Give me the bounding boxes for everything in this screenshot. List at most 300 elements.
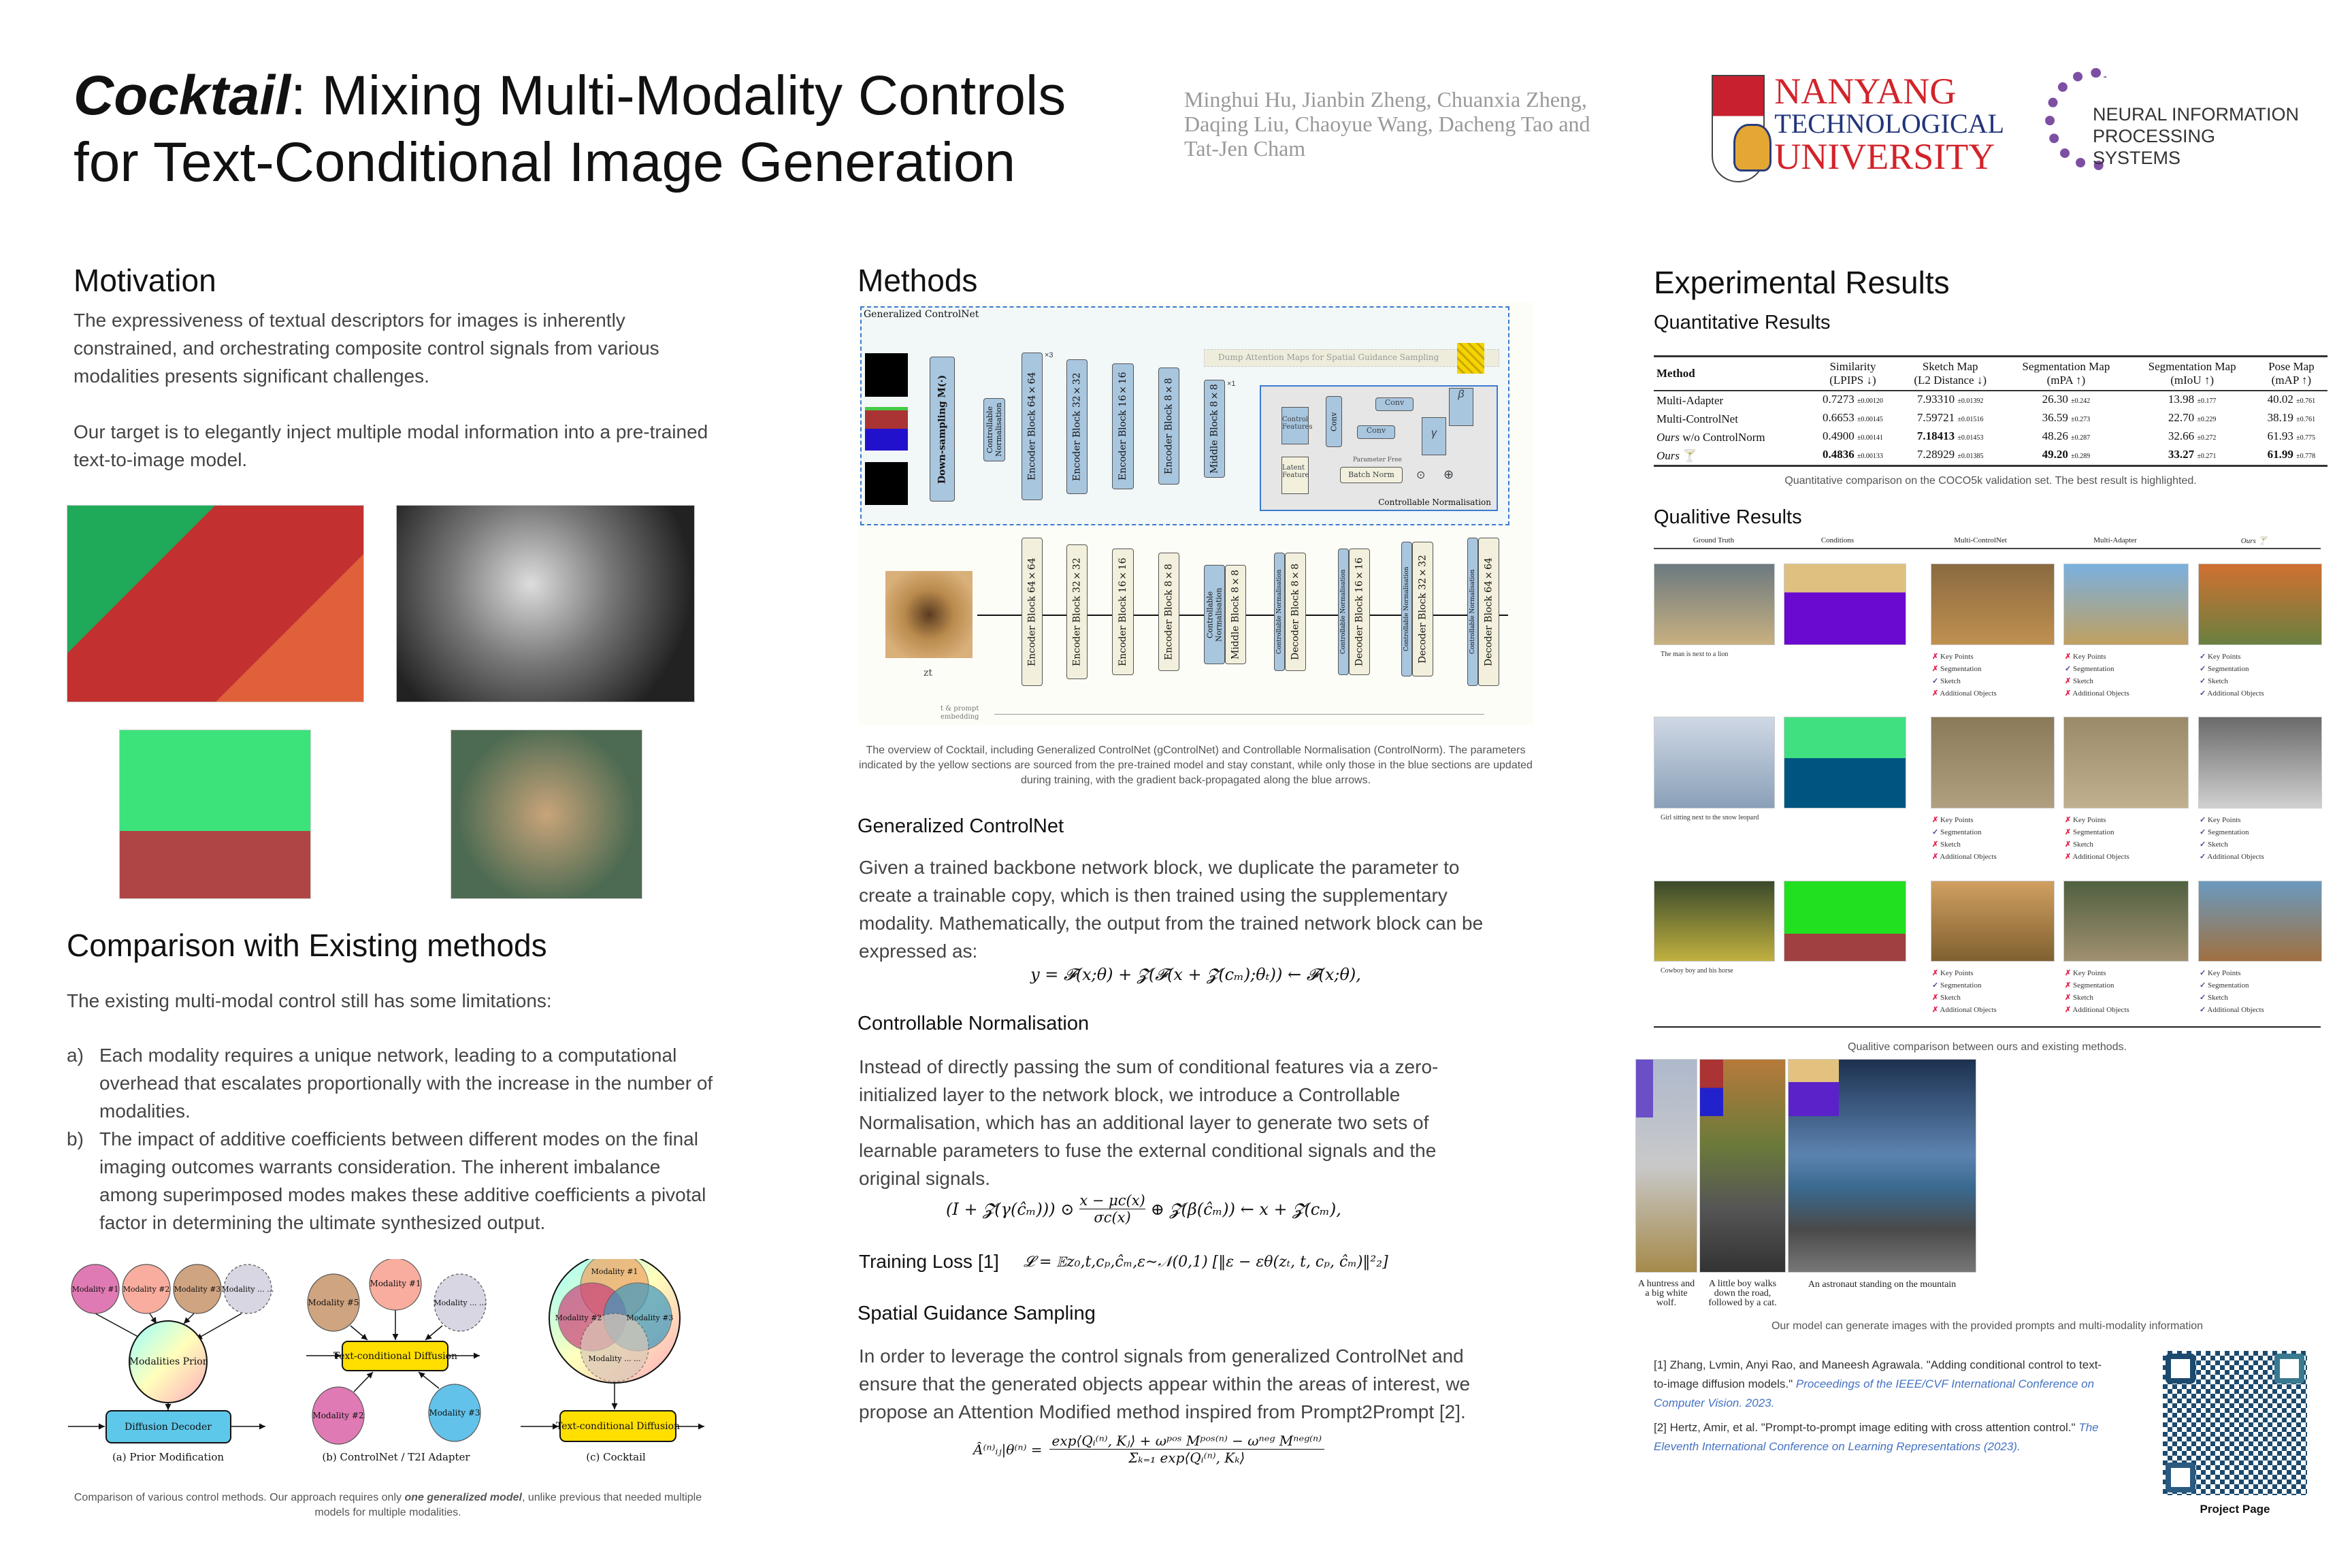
criteria-item bbox=[2065, 826, 2129, 838]
criteria-label: Sketch bbox=[1940, 994, 1961, 1002]
criteria-item bbox=[2065, 838, 2129, 851]
neurips-logo bbox=[2045, 68, 2304, 177]
method-cell: Multi-ControlNet bbox=[1656, 412, 1738, 425]
criteria-checklist bbox=[1932, 651, 1997, 700]
prior-label: Modalities Prior bbox=[129, 1356, 208, 1367]
qr-label: Project Page bbox=[2200, 1503, 2270, 1516]
latent-feature: Latent Feature bbox=[1281, 457, 1309, 494]
cross-icon: ✗ bbox=[2065, 816, 2072, 824]
gcn-label: Generalized ControlNet bbox=[864, 309, 979, 320]
value-cell: 13.98 ±0.177 bbox=[2168, 393, 2217, 406]
table-caption: Quantitative comparison on the COCO5k validation set. The best result is highlighted. bbox=[1784, 475, 2197, 487]
qual-column-header: Multi-Adapter bbox=[2093, 536, 2137, 544]
criteria-item bbox=[2065, 967, 2129, 979]
eq-denominator: Σₖ₌₁ exp⟨Qᵢ⁽ⁿ⁾, Kₖ⟩ bbox=[1128, 1450, 1245, 1466]
criteria-label: Segmentation bbox=[2207, 981, 2249, 990]
value-cell: 22.70 ±0.229 bbox=[2168, 411, 2217, 424]
huntress-wolf-image bbox=[1635, 1059, 1697, 1273]
conditions-image bbox=[1784, 881, 1906, 962]
criteria-label: Segmentation bbox=[1940, 981, 1982, 990]
criteria-item bbox=[1932, 814, 1997, 826]
middle-block: Middle Block 8×8 bbox=[1204, 380, 1225, 478]
table-row bbox=[1654, 446, 2328, 466]
cross-icon: ✗ bbox=[2065, 677, 2072, 685]
results-heading: Experimental Results bbox=[1654, 265, 1950, 300]
check-icon: ✓ bbox=[2200, 840, 2206, 849]
check-icon: ✓ bbox=[2200, 665, 2206, 673]
comparison-heading: Comparison with Existing methods bbox=[67, 928, 547, 963]
architecture-diagram bbox=[858, 302, 1533, 725]
check-icon: ✓ bbox=[2065, 665, 2072, 673]
column-header: Similarity (LPIPS ↓) bbox=[1808, 357, 1897, 391]
zt-label: zt bbox=[924, 668, 933, 679]
cross-icon: ✗ bbox=[1932, 816, 1939, 824]
diffusion-label: Text-conditional Diffusion bbox=[333, 1351, 458, 1362]
criteria-item bbox=[1932, 826, 1997, 838]
caption-emphasis: one generalized model bbox=[404, 1492, 522, 1503]
criteria-label: Key Points bbox=[2207, 653, 2241, 661]
caption-text: Comparison of various control methods. Our approach requires only bbox=[74, 1492, 405, 1503]
criteria-label: Sketch bbox=[2207, 677, 2228, 685]
column-header: Segmentation Map (mIoU ↑) bbox=[2129, 357, 2255, 391]
value-cell: 7.18413 ±0.01453 bbox=[1916, 429, 1984, 442]
value-cell: 61.99 ±0.778 bbox=[2255, 446, 2328, 466]
ours-image bbox=[2198, 564, 2322, 645]
criteria-checklist bbox=[2200, 651, 2264, 700]
criteria-item bbox=[2065, 1004, 2129, 1016]
column-header: Segmentation Map (mPA ↑) bbox=[2003, 357, 2129, 391]
conv-block: Conv bbox=[1326, 396, 1342, 447]
segmentation-condition-image bbox=[865, 407, 908, 451]
decoder-label: Diffusion Decoder bbox=[125, 1422, 212, 1433]
subfig-a-caption: (a) Prior Modification bbox=[112, 1451, 225, 1463]
value-cell: 38.19 ±0.761 bbox=[2267, 411, 2316, 424]
criteria-label: Additional Objects bbox=[1940, 853, 1997, 861]
loss-equation: 𝓛 = 𝔼z₀,t,cₚ,ĉₘ,ε∼𝒩(0,1) [‖ε − εθ(zₜ, t, cₚ, ĉₘ)‖²₂] bbox=[1023, 1253, 1388, 1271]
criteria-label: Segmentation bbox=[2207, 665, 2249, 673]
decoder-block: Decoder Block 64×64 bbox=[1478, 538, 1499, 686]
modality-label: Modality #2 bbox=[555, 1313, 602, 1322]
criteria-label: Sketch bbox=[2072, 677, 2093, 685]
logo-text: NANYANG bbox=[1774, 71, 1957, 112]
cross-icon: ✗ bbox=[1932, 840, 1939, 849]
reference-text: [1] Zhang, Lvmin, Anyi Rao, and Maneesh Agrawala. "Adding conditional control to text-to-image diffusion models." bbox=[1654, 1358, 2102, 1390]
list-marker: b) bbox=[67, 1128, 84, 1149]
reference-link[interactable]: Proceedings of the IEEE/CVF International Conference on Computer Vision. 2023. bbox=[1654, 1377, 2095, 1409]
criteria-label: Additional Objects bbox=[1940, 1006, 1997, 1014]
motivation-text-1: The expressiveness of textual descriptors for images is inherently constrained, and orchestrating composite control signals from various modalities presents significant challenges. bbox=[74, 310, 659, 387]
cross-icon: ✗ bbox=[1932, 665, 1939, 673]
qual-column-header: Ground Truth bbox=[1693, 536, 1735, 544]
ours-image bbox=[2198, 881, 2322, 962]
motivation-text-2: Our target is to elegantly inject multiple modal information into a pre-trained text-to-image model. bbox=[74, 421, 708, 470]
criteria-item bbox=[1932, 992, 1997, 1004]
modality-label: Modality #1 bbox=[370, 1279, 421, 1288]
value-cell: 26.30 ±0.242 bbox=[2042, 393, 2091, 406]
reference-text: [2] Hertz, Amir, et al. "Prompt-to-prompt image editing with cross attention control." bbox=[1654, 1421, 2079, 1434]
check-icon: ✓ bbox=[2200, 689, 2206, 698]
attention-maps-icon bbox=[1457, 343, 1484, 374]
gcn-text: Given a trained backbone network block, we duplicate the parameter to create a trainable copy, which is then trained using the supplementary modality. Mathematically, the output from the trained network block can be expressed as: bbox=[859, 857, 1484, 962]
criteria-item bbox=[1932, 851, 1997, 863]
criteria-item bbox=[2065, 979, 2129, 992]
controllable-norm-block: Controllable Normalisation bbox=[1338, 549, 1349, 675]
gamma-param: γ bbox=[1422, 417, 1446, 455]
quantitative-table bbox=[1654, 355, 2328, 467]
encoder-block: Encoder Block 32×32 bbox=[1066, 544, 1088, 679]
generated-caption: A huntress and a big white wolf. bbox=[1637, 1279, 1695, 1308]
logo-text: TECHNOLOGICAL bbox=[1774, 108, 2004, 139]
gcn-equation: y = 𝓕(x;θ) + 𝓩(𝓕(x + 𝓩(cₘ);θₜ)) ← 𝓕(x;θ), bbox=[1030, 965, 1361, 984]
check-icon: ✓ bbox=[2200, 677, 2206, 685]
criteria-label: Key Points bbox=[2207, 816, 2241, 824]
criteria-item bbox=[2065, 851, 2129, 863]
criteria-label: Additional Objects bbox=[2072, 689, 2129, 698]
conditions-image bbox=[1784, 564, 1906, 645]
eq-part: Â⁽ⁿ⁾ᵢⱼ|θ⁽ⁿ⁾ = bbox=[973, 1441, 1043, 1458]
astronaut-image bbox=[1788, 1059, 1976, 1273]
cross-icon: ✗ bbox=[1932, 994, 1939, 1002]
criteria-checklist bbox=[2200, 814, 2264, 863]
check-icon: ✓ bbox=[1932, 677, 1939, 685]
encoder-block: Encoder Block 64×64 bbox=[1022, 353, 1043, 500]
middle-block: Middle Block 8×8 bbox=[1225, 565, 1246, 664]
cross-icon: ✗ bbox=[2065, 1006, 2072, 1014]
check-icon: ✓ bbox=[2200, 653, 2206, 661]
check-icon: ✓ bbox=[2200, 828, 2206, 836]
check-icon: ✓ bbox=[2200, 994, 2206, 1002]
criteria-label: Sketch bbox=[2207, 840, 2228, 849]
criteria-label: Additional Objects bbox=[2207, 853, 2264, 861]
method-cell: Ours 🍸 bbox=[1654, 446, 1808, 466]
criteria-item bbox=[1932, 838, 1997, 851]
value-cell: 0.6653 ±0.00145 bbox=[1822, 411, 1883, 424]
cross-icon: ✗ bbox=[2065, 969, 2072, 977]
criteria-item bbox=[1932, 651, 1997, 663]
modality-label: Modality ... ... bbox=[588, 1354, 641, 1363]
logo-text: PROCESSING SYSTEMS bbox=[2093, 126, 2216, 168]
authors: Minghui Hu, Jianbin Zheng, Chuanxia Zheng, Daqing Liu, Chaoyue Wang, Dacheng Tao and Tat-Jen Cham bbox=[1184, 87, 1590, 161]
decoder-block: Decoder Block 32×32 bbox=[1412, 542, 1433, 676]
controllable-norm-block: Controllable Normalisation bbox=[1401, 542, 1412, 676]
encoder-block: Encoder Block 16×16 bbox=[1112, 363, 1134, 489]
column-header: Pose Map (mAP ↑) bbox=[2255, 357, 2328, 391]
modality-label: Modality #2 bbox=[122, 1285, 170, 1294]
comparison-caption bbox=[61, 1490, 715, 1520]
eq-numerator: exp⟨Qᵢ⁽ⁿ⁾, Kⱼ⟩ + ωᵖᵒˢ Mᵖᵒˢ⁽ⁿ⁾ − ωⁿᵉᵍ Mⁿᵉᵍ⁽ⁿ⁾ bbox=[1049, 1433, 1324, 1450]
qual-column-header: Ours 🍸 bbox=[2240, 537, 2268, 545]
check-icon: ✓ bbox=[2200, 981, 2206, 990]
value-cell: 7.93310 ±0.01392 bbox=[1916, 393, 1984, 406]
pose-condition-image bbox=[865, 353, 908, 397]
bw-portrait-image bbox=[396, 505, 695, 702]
cross-icon: ✗ bbox=[1932, 689, 1939, 698]
cross-icon: ✗ bbox=[2065, 653, 2072, 661]
criteria-checklist bbox=[1932, 814, 1997, 863]
value-cell: 48.26 ±0.287 bbox=[2042, 429, 2091, 442]
criteria-item bbox=[2065, 663, 2129, 675]
criteria-label: Sketch bbox=[1940, 677, 1961, 685]
multiplier-label: ×1 bbox=[1227, 380, 1236, 388]
modality-label: Modality #1 bbox=[591, 1267, 638, 1276]
reference-item bbox=[1654, 1356, 2103, 1413]
eq-part: (I + 𝓩(γ(ĉₘ))) ⊙ bbox=[946, 1199, 1075, 1219]
controllable-norm-block: Controllable Normalisation bbox=[1274, 553, 1285, 671]
reference-link[interactable]: The Eleventh International Conference on Learning Representations (2023). bbox=[1654, 1421, 2099, 1453]
cross-icon: ✗ bbox=[2065, 840, 2072, 849]
criteria-item bbox=[2200, 979, 2264, 992]
value-cell: 36.59 ±0.273 bbox=[2042, 411, 2091, 424]
methods-heading: Methods bbox=[858, 263, 978, 298]
cross-icon: ✗ bbox=[2065, 981, 2072, 990]
sgs-heading: Spatial Guidance Sampling bbox=[858, 1303, 1096, 1324]
criteria-item bbox=[2065, 675, 2129, 687]
control-features: Control Features bbox=[1281, 407, 1309, 444]
criteria-label: Segmentation bbox=[2072, 665, 2114, 673]
prompt-caption: Girl sitting next to the snow leopard bbox=[1661, 814, 1759, 821]
multiplier-label: ×3 bbox=[1045, 351, 1054, 359]
qual-column-header: Conditions bbox=[1820, 536, 1855, 544]
ntu-shield-icon bbox=[1712, 75, 1765, 182]
list-item bbox=[67, 1125, 720, 1237]
table-row bbox=[1654, 428, 2328, 446]
cross-icon: ✗ bbox=[1932, 653, 1939, 661]
check-icon: ✓ bbox=[2200, 853, 2206, 861]
param-free-label: Parameter Free bbox=[1353, 457, 1402, 463]
list-text: Each modality requires a unique network, leading to a computational overhead that escalates proportionally with the increase in the number of modalities. bbox=[99, 1045, 713, 1122]
value-cell: 7.59721 ±0.01516 bbox=[1916, 411, 1984, 424]
criteria-label: Segmentation bbox=[2072, 981, 2114, 990]
eq-part: ⊕ 𝓩(β(ĉₘ)) ← x + 𝓩(cₘ), bbox=[1150, 1199, 1341, 1219]
sgs-equation bbox=[973, 1433, 1324, 1466]
subfig-c-caption: (c) Cocktail bbox=[586, 1451, 646, 1463]
criteria-label: Key Points bbox=[2072, 816, 2106, 824]
oplus-icon: ⊕ bbox=[1443, 468, 1454, 481]
multi-adapter-image bbox=[2063, 881, 2189, 962]
value-cell: 32.66 ±0.272 bbox=[2168, 429, 2217, 442]
criteria-label: Key Points bbox=[1940, 653, 1974, 661]
criteria-label: Additional Objects bbox=[1940, 689, 1997, 698]
generated-caption: An astronaut standing on the mountain bbox=[1808, 1279, 1957, 1290]
cn-equation bbox=[946, 1192, 1341, 1226]
cross-icon: ✗ bbox=[2065, 828, 2072, 836]
criteria-item bbox=[1932, 979, 1997, 992]
qual-column-header: Multi-ControlNet bbox=[1954, 536, 2007, 544]
modality-label: Modality #3 bbox=[429, 1408, 480, 1418]
criteria-checklist bbox=[2200, 967, 2264, 1016]
criteria-item bbox=[2065, 651, 2129, 663]
multi-controlnet-image bbox=[1931, 717, 2055, 808]
noisy-latent-image bbox=[885, 571, 973, 658]
modality-label: Modality #3 bbox=[626, 1313, 674, 1322]
woman-with-cat-image bbox=[451, 730, 642, 899]
value-cell: 33.27 ±0.271 bbox=[2129, 446, 2255, 466]
encoder-block: Encoder Block 8×8 bbox=[1158, 368, 1179, 485]
generated-caption: A little boy walks down the road, followed by a cat. bbox=[1708, 1279, 1777, 1308]
check-icon: ✓ bbox=[2200, 816, 2206, 824]
controllable-norm-panel bbox=[1260, 385, 1498, 511]
value-cell: 0.7273 ±0.00120 bbox=[1822, 393, 1883, 406]
title-bold: Cocktail bbox=[74, 65, 291, 127]
subfig-b-caption: (b) ControlNet / T2I Adapter bbox=[322, 1451, 470, 1463]
qual-header-rule bbox=[1654, 548, 2321, 549]
loss-label: Training Loss [1] bbox=[859, 1251, 999, 1272]
criteria-item bbox=[2200, 826, 2264, 838]
encoder-block: Encoder Block 32×32 bbox=[1066, 359, 1088, 494]
check-icon: ✓ bbox=[1932, 828, 1939, 836]
decoder-block: Decoder Block 16×16 bbox=[1349, 549, 1370, 675]
criteria-item bbox=[2200, 851, 2264, 863]
caption-text: , unlike previous that needed multiple models for multiple modalities. bbox=[314, 1492, 702, 1518]
encoder-block: Encoder Block 8×8 bbox=[1158, 553, 1179, 671]
logo-text: NEURAL INFORMATION bbox=[2093, 104, 2300, 125]
criteria-label: Additional Objects bbox=[2207, 689, 2264, 698]
conditions-image bbox=[1784, 717, 1906, 808]
panel-title: Controllable Normalisation bbox=[1378, 497, 1491, 507]
criteria-label: Sketch bbox=[2072, 840, 2093, 849]
cn-text: Instead of directly passing the sum of conditional features via a zero-initialized layer to the network block, we introduce a Controllable Normalisation, which has an additional layer to generate two sets of learnable parameters to fuse the external conditional signals and the original signals. bbox=[859, 1056, 1439, 1189]
title-line2: for Text-Conditional Image Generation bbox=[74, 131, 1016, 193]
prompt-caption: Cowboy boy and his horse bbox=[1661, 967, 1733, 975]
conv-block: Conv bbox=[1375, 397, 1414, 411]
qual-bottom-rule bbox=[1654, 1026, 2321, 1028]
criteria-checklist bbox=[1932, 967, 1997, 1016]
column-header: Method bbox=[1654, 357, 1808, 391]
boy-cat-image bbox=[1699, 1059, 1786, 1273]
multi-adapter-image bbox=[2063, 564, 2189, 645]
criteria-item bbox=[2065, 814, 2129, 826]
value-cell: 0.4900 ±0.00141 bbox=[1822, 429, 1883, 442]
sketch-condition-image bbox=[865, 462, 908, 505]
criteria-item bbox=[2200, 992, 2264, 1004]
criteria-checklist bbox=[2065, 967, 2129, 1016]
controllable-norm-block: Controllable Normalisation bbox=[1204, 565, 1225, 664]
criteria-item bbox=[2200, 687, 2264, 700]
embedding-label: t & prompt embedding bbox=[941, 705, 979, 721]
multi-adapter-image bbox=[2063, 717, 2189, 808]
multi-controlnet-image bbox=[1931, 564, 2055, 645]
beta-param: β bbox=[1449, 388, 1473, 426]
criteria-item bbox=[1932, 1004, 1997, 1016]
comparison-diagram bbox=[54, 1259, 721, 1484]
cross-icon: ✗ bbox=[2065, 689, 2072, 698]
qual-heading: Qualitive Results bbox=[1654, 506, 1802, 528]
downsampling-block: Down-sampling M(·) bbox=[930, 357, 955, 502]
criteria-item bbox=[2200, 814, 2264, 826]
value-cell: 61.93 ±0.775 bbox=[2267, 429, 2316, 442]
criteria-item bbox=[2200, 838, 2264, 851]
method-cell: Multi-Adapter bbox=[1656, 393, 1724, 407]
reference-item bbox=[1654, 1418, 2103, 1456]
criteria-item bbox=[2200, 651, 2264, 663]
encoder-block: Encoder Block 64×64 bbox=[1022, 538, 1043, 686]
segmentation-pose-image bbox=[119, 730, 311, 899]
list-marker: a) bbox=[67, 1045, 84, 1066]
table-row bbox=[1654, 410, 2328, 428]
generation-caption: Our model can generate images with the provided prompts and multi-modality information bbox=[1771, 1320, 2204, 1332]
criteria-label: Segmentation bbox=[1940, 828, 1982, 836]
batch-norm-block: Batch Norm bbox=[1340, 467, 1403, 483]
method-cell: Ours w/o ControlNorm bbox=[1656, 430, 1765, 444]
value-cell: 0.4836 ±0.00133 bbox=[1808, 446, 1897, 466]
criteria-label: Key Points bbox=[2072, 653, 2106, 661]
methods-caption: The overview of Cocktail, including Generalized ControlNet (gControlNet) and Controllable Normalisation (ControlNorm). The parameters indicated by the yellow sections are sourced from the pre-trained model and stay constant, while only those in the blue sections are updated during training, with the gradient back-propagated along the blue arrows. bbox=[859, 745, 1533, 786]
criteria-label: Sketch bbox=[2072, 994, 2093, 1002]
ours-image bbox=[2198, 717, 2322, 808]
modality-label: Modality #2 bbox=[312, 1411, 364, 1420]
gcn-heading: Generalized ControlNet bbox=[858, 815, 1064, 837]
criteria-item bbox=[1932, 967, 1997, 979]
multi-controlnet-image bbox=[1931, 881, 2055, 962]
check-icon: ✓ bbox=[2200, 969, 2206, 977]
embedding-line bbox=[994, 714, 1484, 715]
criteria-item bbox=[1932, 687, 1997, 700]
modality-label: Modality #3 bbox=[174, 1285, 221, 1294]
table-header-row bbox=[1654, 357, 2328, 391]
criteria-label: Segmentation bbox=[1940, 665, 1982, 673]
hadamard-icon: ⊙ bbox=[1416, 470, 1426, 481]
modality-label: Modality ... ... bbox=[434, 1298, 487, 1307]
criteria-item bbox=[2200, 1004, 2264, 1016]
quant-heading: Quantitative Results bbox=[1654, 312, 1831, 333]
qr-code[interactable] bbox=[2163, 1351, 2307, 1495]
criteria-item bbox=[2065, 687, 2129, 700]
criteria-label: Additional Objects bbox=[2072, 1006, 2129, 1014]
conv-block: Conv bbox=[1357, 425, 1395, 439]
eq-numerator: x − μc(x) bbox=[1079, 1192, 1145, 1209]
eq-denominator: σc(x) bbox=[1094, 1209, 1131, 1226]
qual-caption: Qualitive comparison between ours and existing methods. bbox=[1848, 1041, 2127, 1053]
diffusion-label: Text-conditional Diffusion bbox=[555, 1421, 681, 1432]
logo-text: UNIVERSITY bbox=[1774, 136, 1995, 177]
list-item bbox=[67, 1041, 720, 1125]
value-cell: 49.20 ±0.289 bbox=[2003, 446, 2129, 466]
motivation-heading: Motivation bbox=[74, 263, 216, 298]
criteria-label: Sketch bbox=[1940, 840, 1961, 849]
criteria-item bbox=[1932, 675, 1997, 687]
criteria-item bbox=[2200, 663, 2264, 675]
ground-truth-image bbox=[1654, 881, 1775, 962]
encoder-block: Encoder Block 16×16 bbox=[1112, 549, 1134, 675]
training-loss bbox=[859, 1251, 1388, 1273]
list-text: The impact of additive coefficients between different modes on the final imaging outcomes warrants consideration. The inherent imbalance among superimposed modes makes these additive coefficients a pivotal factor in determining the ultimate synthesized output. bbox=[99, 1128, 706, 1233]
criteria-label: Key Points bbox=[2207, 969, 2241, 977]
controllable-norm-block: Controllable Normalisation bbox=[1467, 538, 1478, 686]
check-icon: ✓ bbox=[1932, 981, 1939, 990]
ground-truth-image bbox=[1654, 564, 1775, 645]
column-header: Sketch Map (L2 Distance ↓) bbox=[1897, 357, 2003, 391]
table-row bbox=[1654, 391, 2328, 410]
modality-label: Modality #5 bbox=[308, 1298, 359, 1307]
comparison-intro: The existing multi-modal control still has some limitations: bbox=[67, 990, 552, 1011]
value-cell: 40.02 ±0.761 bbox=[2267, 393, 2316, 406]
value-cell: 7.28929 ±0.01385 bbox=[1897, 446, 2003, 466]
dump-attention-box: Dump Attention Maps for Spatial Guidance Sampling bbox=[1204, 349, 1499, 367]
ground-truth-image bbox=[1654, 717, 1775, 808]
criteria-item bbox=[2065, 992, 2129, 1004]
limitations-list bbox=[67, 1041, 720, 1237]
criteria-item bbox=[1932, 663, 1997, 675]
criteria-label: Additional Objects bbox=[2072, 853, 2129, 861]
criteria-label: Segmentation bbox=[2207, 828, 2249, 836]
criteria-label: Key Points bbox=[1940, 969, 1974, 977]
check-icon: ✓ bbox=[2200, 1006, 2206, 1014]
cross-icon: ✗ bbox=[1932, 969, 1939, 977]
controllable-norm-block: Controllable Normalisation bbox=[983, 398, 1005, 461]
decoder-block: Decoder Block 8×8 bbox=[1285, 553, 1306, 671]
cn-heading: Controllable Normalisation bbox=[858, 1013, 1090, 1034]
ntu-logo bbox=[1712, 71, 2004, 184]
